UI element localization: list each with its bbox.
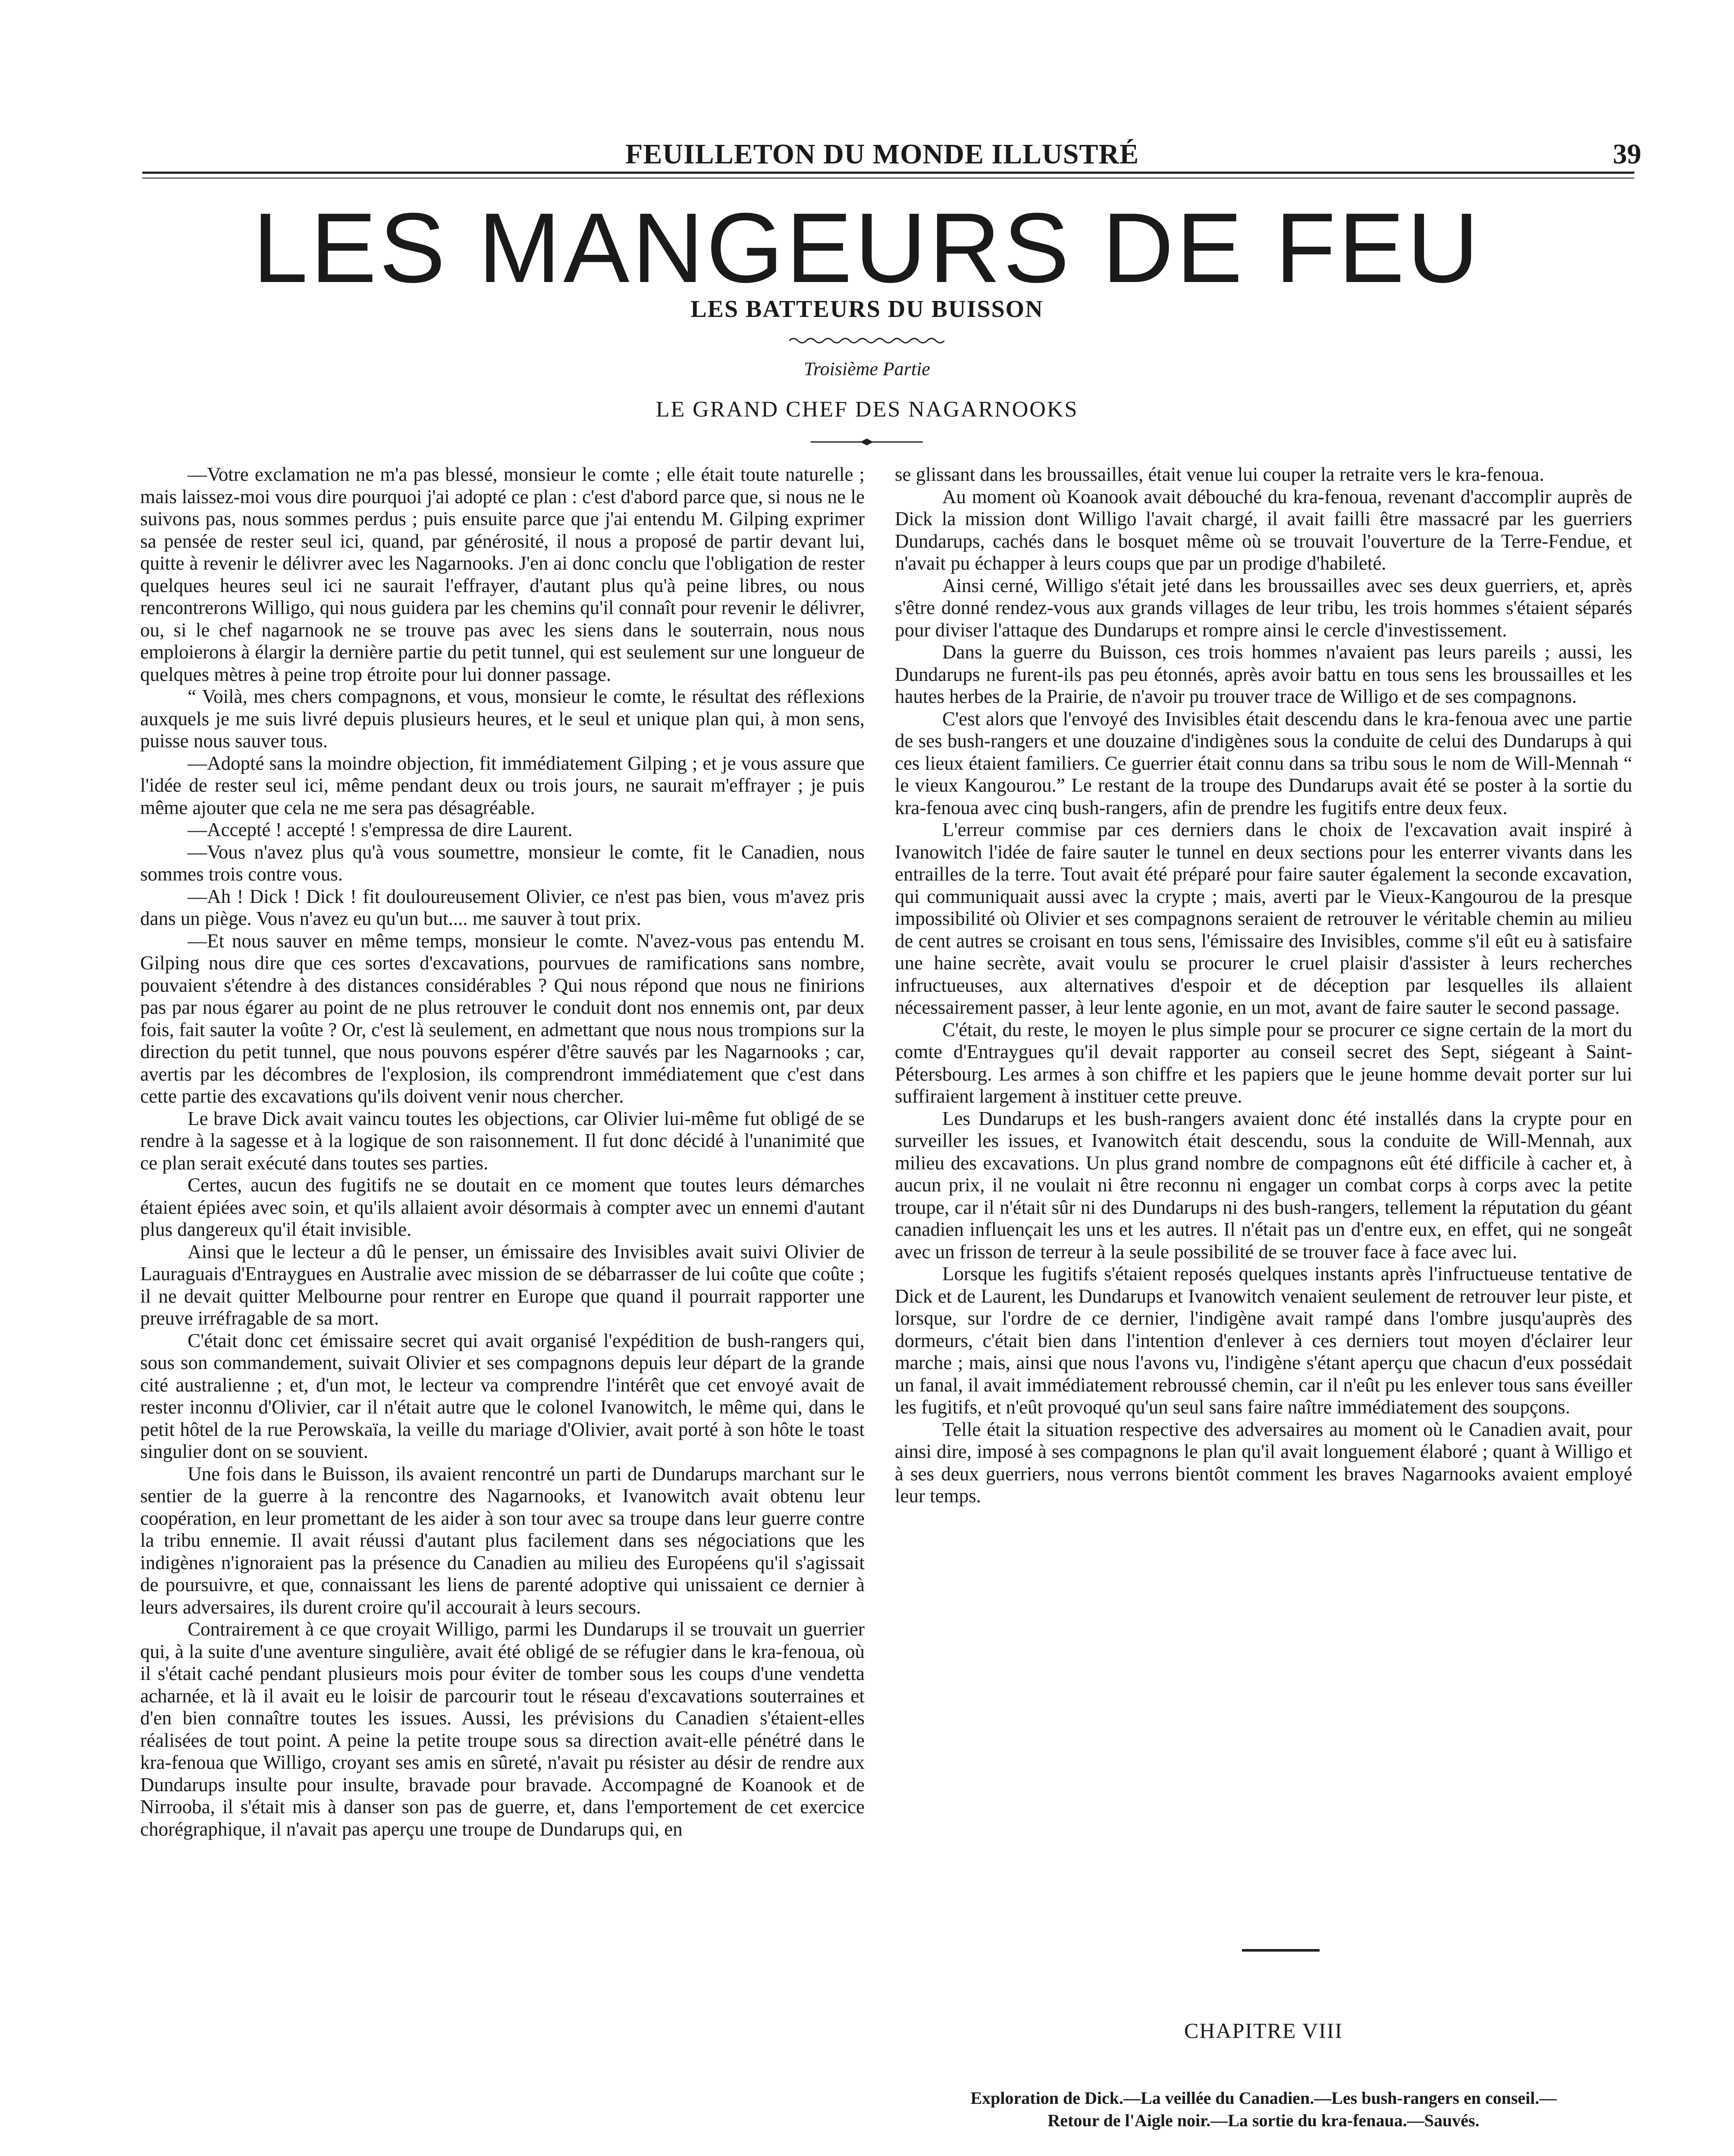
paragraph: —Et nous sauver en même temps, monsieur le comte. N'avez-vous pas entendu M. Gilping nous dire que ces sortes d'excavations, pourvues de ramifications sans nombre, pouvaient s'étendre à des distances considérables ? Qui nous répond que nous ne finirions pas par nous égarer au point de ne plus retrouver le conduit dont nos ennemis ont, par deux fois, fait sauter la voûte ? Or, c'est là seulement, en admettant que nous nous trompions sur la direction du petit tunnel, que nous pouvons espérer d'être sauvés par les Nagarnooks ; car, avertis par les décombres de l'explosion, ils comprendront immédiatement que c'est dans cette partie des excavations qu'ils doivent venir nous chercher. xyxy=(140,930,865,1107)
paragraph: —Adopté sans la moindre objection, fit immédiatement Gilping ; et je vous assure que l'idée de rester seul ici, même pendant deux ou trois jours, ne saurait m'effrayer ; je puis même ajouter que cela ne me sera pas désagréable. xyxy=(140,752,865,818)
paragraph: “ Voilà, mes chers compagnons, et vous, monsieur le comte, le résultat des réflexions auxquels je me suis livré depuis plusieurs heures, et le seul et unique plan qui, à mon sens, puisse nous sauver tous. xyxy=(140,686,865,752)
paragraph: —Accepté ! accepté ! s'empressa de dire Laurent. xyxy=(188,819,573,840)
paragraph: Certes, aucun des fugitifs ne se doutait en ce moment que toutes leurs démarches étaient épiées avec soin, et qu'ils allaient avoir désormais à compter avec un ennemi d'autant plus dangereux qu'il était invisible. xyxy=(140,1174,865,1240)
paragraph: C'était donc cet émissaire secret qui avait organisé l'expédition de bush-rangers qui, sous son commandement, suivait Olivier et ses compagnons depuis leur départ de la grande cité australienne ; et, d'un mot, le lecteur va comprendre l'intérêt que cet envoyé avait de rester inconnu d'Olivier, car il n'était autre que le colonel Ivanowitch, le même qui, dans le petit hôtel de la rue Perowskaïa, la veille du mariage d'Olivier, avait porté à son hôte le toast singulier dont on se souvient. xyxy=(140,1329,865,1462)
chapter-summary-line: Exploration de Dick.—La veillée du Canadien.—Les bush-rangers en conseil.— xyxy=(970,2088,1557,2108)
chapter-title: CHAPITRE VIII xyxy=(1184,2018,1343,2043)
paragraph: Au moment où Koanook avait débouché du kra-fenoua, revenant d'accomplir auprès de Dick la mission dont Willigo l'avait chargé, il avait failli être massacré par les guerriers Dundarups, cachés dans le bosquet même où se trouvait l'ouverture de la Terre-Fendue, et n'avait pu échapper à leurs coups que par un prodige d'habileté. xyxy=(895,486,1632,574)
paragraph: Ainsi cerné, Willigo s'était jeté dans les broussailles avec ses deux guerriers, et, après s'être donné rendez-vous aux grands villages de leur tribu, les trois hommes s'étaient séparés pour diviser l'attaque des Dundarups et rompre ainsi le cercle d'investissement. xyxy=(895,574,1632,641)
paragraph: Le brave Dick avait vaincu toutes les objections, car Olivier lui-même fut obligé de se rendre à la sagesse et à la logique de son raisonnement. Il fut donc décidé à l'unanimité que ce plan serait exécuté dans toutes ses parties. xyxy=(140,1107,865,1174)
paragraph: C'est alors que l'envoyé des Invisibles était descendu dans le kra-fenoua avec une partie de ses bush-rangers et une douzaine d'indigènes sous la conduite de celui des Dundarups à qui ces lieux étaient familiers. Ce guerrier était connu dans sa tribu sous le nom de Will-Mennah “ le vieux Kangourou.” Le restant de la troupe des Dundarups avait été se poster à la sortie du kra-fenoua avec cinq bush-rangers, afin de prendre les fugitifs entre deux feux. xyxy=(895,708,1632,818)
paragraph: —Ah ! Dick ! Dick ! fit douloureusement Olivier, ce n'est pas bien, vous m'avez pris dans un piège. Vous n'avez eu qu'un but.... me sauver à tout prix. xyxy=(140,885,865,929)
chapter-summary-line: Retour de l'Aigle noir.—La sortie du kra-fenaua.—Sauvés. xyxy=(1047,2111,1480,2130)
chapter-rule xyxy=(1242,1949,1320,1952)
running-header xyxy=(0,129,1734,177)
header-rule-thin xyxy=(142,178,1634,179)
paragraph: L'erreur commise par ces derniers dans le choix de l'excavation avait inspiré à Ivanowitch l'idée de faire sauter le tunnel en deux sections pour les enterrer vivants dans les entrailles de la terre. Tout avait été préparé pour faire sauter également la seconde excavation, qui communiquait aussi avec la crypte ; mais, averti par le Vieux-Kangourou de la presque impossibilité où Olivier et ses compagnons seraient de retrouver le véritable chemin au milieu de cent autres se croisant en tous sens, l'émissaire des Invisibles, comme s'il eût eu à satisfaire une haine secrète, avait voulu se procurer le cruel plaisir d'assister à leurs recherches infructueuses, aux alternatives d'espoir et de déception par lesquelles ils allaient nécessairement passer, à leur lente agonie, en un mot, avant de faire sauter le second passage. xyxy=(895,819,1632,1018)
paragraph-continued: se glissant dans les broussailles, était venue lui couper la retraite vers le kra-fenoua. xyxy=(895,464,1544,485)
paragraph: Une fois dans le Buisson, ils avaient rencontré un parti de Dundarups marchant sur le sentier de la guerre à la rencontre des Nagarnooks, et Ivanowitch avait obtenu leur coopération, en leur promettant de les aider à son tour avec sa troupe dans leur guerre contre la tribu ennemie. Il avait réussi d'autant plus facilement dans ses négociations que les indigènes n'ignoraient pas la présence du Canadien au milieu des Européens qu'il s'agissait de poursuivre, et que, connaissant les liens de parenté adoptive qui unissaient ce dernier à leurs adversaires, ils durent croire qu'il accourait à leurs secours. xyxy=(140,1463,865,1618)
paragraph: C'était, du reste, le moyen le plus simple pour se procurer ce signe certain de la mort du comte d'Entraygues qu'il devait rapporter au conseil secret des Sept, siégeant à Saint-Pétersbourg. Les armes à son chiffre et les papiers que le jeune homme devait porter sur lui suffiraient largement à instituer cette preuve. xyxy=(895,1018,1632,1107)
running-title: FEUILLETON DU MONDE ILLUSTRÉ xyxy=(625,138,1139,170)
paragraph: —Votre exclamation ne m'a pas blessé, monsieur le comte ; elle était toute naturelle ; mais laissez-moi vous dire pourquoi j'ai adopté ce plan : c'est d'abord parce que, si nous ne le suivons pas, nous sommes perdus ; puis ensuite parce que j'ai entendu M. Gilping exprimer sa pensée de rester seul ici, quand, par générosité, il nous a proposé de partir devant lui, quitte à revenir le délivrer avec les Nagarnooks. J'en ai donc conclu que l'obligation de rester quelques heures seul ici ne saurait l'effrayer, d'autant plus qu'à peine libres, ou nous rencontrerons Willigo, qui nous guidera par les chemins qu'il connaît pour revenir le délivrer, ou, si le chef nagarnook ne se trouve pas avec les siens dans le souterrain, nous nous emploierons à élargir la dernière partie du petit tunnel, qui est seulement sur une longueur de quelques mètres à peine trop étroite pour lui donner passage. xyxy=(140,464,865,685)
left-column xyxy=(140,464,865,1840)
page-number: 39 xyxy=(1613,138,1641,170)
paragraph: Telle était la situation respective des adversaires au moment où le Canadien avait, pour ainsi dire, imposé à ses compagnons le plan qu'il avait longuement élaboré ; quant à Willigo et à ses deux guerriers, nous verrons bientôt comment les braves Nagarnooks avaient employé leur temps. xyxy=(895,1418,1632,1507)
paragraph: Dans la guerre du Buisson, ces trois hommes n'avaient pas leurs pareils ; aussi, les Dundarups ne furent-ils pas peu étonnés, après avoir battu en tous sens les broussailles et les hautes herbes de la Prairie, de n'avoir pu trouver trace de Willigo et de ses compagnons. xyxy=(895,641,1632,707)
paragraph: —Vous n'avez plus qu'à vous soumettre, monsieur le comte, fit le Canadien, nous sommes trois contre vous. xyxy=(140,841,865,885)
ornament-divider xyxy=(811,438,923,446)
paragraph: Ainsi que le lecteur a dû le penser, un émissaire des Invisibles avait suivi Olivier de Lauraguais d'Entraygues en Australie avec mission de se débarrasser de lui coûte que coûte ; il ne devait quitter Melbourne pour rentrer en Europe que quand il pourrait rapporter une preuve irréfragable de sa mort. xyxy=(140,1241,865,1329)
paragraph: Les Dundarups et les bush-rangers avaient donc été installés dans la crypte pour en surveiller les issues, et Ivanowitch était descendu, sous la conduite de Will-Mennah, aux milieu des excavations. Un plus grand nombre de compagnons eût été difficile à cacher et, à aucun prix, il ne voulait ni être reconnu ni engager un combat corps à corps avec la petite troupe, car il n'était sûr ni des Dundarups ni des bush-rangers, tellement la réputation du géant canadien influençait les uns et les autres. Il n'était pas un d'entre eux, en effet, qui ne songeât avec un frisson de terreur à la seule possibilité de se trouver face à face avec lui. xyxy=(895,1107,1632,1263)
part-title: LE GRAND CHEF DES NAGARNOOKS xyxy=(655,397,1079,422)
paragraph: Contrairement à ce que croyait Willigo, parmi les Dundarups il se trouvait un guerrier qui, à la suite d'une aventure singulière, avait été obligé de se réfugier dans le kra-fenoua, où il s'était caché pendant plusieurs mois pour éviter de tomber sous les coups d'une vendetta acharnée, et là il avait eu le loisir de parcourir tout le réseau d'excavations souterraines et d'en bien connaître toutes les issues. Aussi, les prévisions du Canadien s'étaient-elles réalisées de tout point. A peine la petite troupe sous sa direction avait-elle pénétré dans le kra-fenoua que Willigo, croyant ses amis en sûreté, n'avait pu résister au désir de rendre aux Dundarups insulte pour insulte, bravade pour bravade. Accompagné de Koanook et de Nirrooba, il s'était mis à danser son pas de guerre, et, dans l'emportement de cet exercice chorégraphique, il n'avait pas aperçu une troupe de Dundarups qui, en xyxy=(140,1618,865,1840)
header-rule xyxy=(142,172,1634,174)
paragraph: Lorsque les fugitifs s'étaient reposés quelques instants après l'infructueuse tentative de Dick et de Laurent, les Dundarups et Ivanowitch venaient seulement de retrouver leur piste, et lorsque, sur l'ordre de ce dernier, l'indigène avait rampé dans l'ombre jusqu'auprès des dormeurs, c'était bien dans l'intention d'enlever à ces derniers tout moyen d'éclairer leur marche ; mais, ainsi que nous l'avons vu, l'indigène s'étant aperçu que chacun d'eux possédait un fanal, il avait immédiatement rebroussé chemin, car il n'eût pu les enlever tous sans éveiller les fugitifs, et n'eût provoqué qu'un seul sans faire naître immédiatement des soupçons. xyxy=(895,1263,1632,1418)
part-label: Troisième Partie xyxy=(804,358,930,379)
chapter-summary xyxy=(895,2087,1632,2132)
right-column xyxy=(895,464,1632,1507)
main-title: LES MANGEURS DE FEU xyxy=(253,192,1481,303)
subtitle: LES BATTEURS DU BUISSON xyxy=(690,296,1044,323)
wavy-divider xyxy=(789,335,944,346)
